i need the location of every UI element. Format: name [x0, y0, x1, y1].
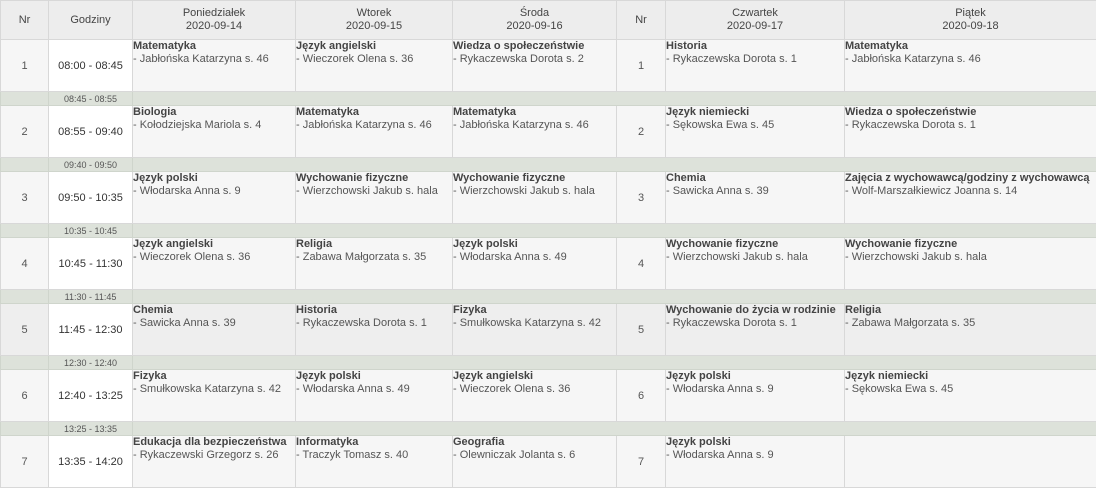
lesson-cell[interactable]	[666, 238, 845, 290]
teacher-room: - Sękowska Ewa s. 45	[666, 119, 775, 131]
header-nr-2: Nr	[617, 1, 666, 40]
lesson-cell[interactable]	[453, 370, 617, 422]
break-row	[1, 422, 1096, 436]
lesson-cell[interactable]	[453, 106, 617, 158]
lesson-cell[interactable]	[133, 106, 296, 158]
teacher-room: - Rykaczewska Dorota s. 1	[666, 317, 797, 329]
subject: Fizyka	[133, 370, 167, 382]
teacher-room: - Włodarska Anna s. 49	[296, 383, 410, 395]
subject: Zajęcia z wychowawcą/godziny z wychowawcą	[845, 172, 1090, 184]
lesson-cell[interactable]	[133, 238, 296, 290]
subject: Język angielski	[453, 370, 534, 382]
lesson-cell[interactable]	[666, 304, 845, 356]
day-date: 2020-09-16	[506, 20, 563, 32]
teacher-room: - Sawicka Anna s. 39	[666, 185, 769, 197]
lesson-number: 4	[1, 238, 49, 290]
teacher-room: - Olewniczak Jolanta s. 6	[453, 449, 576, 461]
subject: Historia	[296, 304, 337, 316]
lesson-cell[interactable]	[845, 238, 1096, 290]
lesson-cell[interactable]	[845, 304, 1096, 356]
lesson-cell[interactable]	[296, 436, 453, 488]
break-spacer	[1, 224, 49, 238]
day-date: 2020-09-15	[345, 20, 403, 32]
lesson-cell[interactable]	[666, 106, 845, 158]
lesson-number-2: 7	[617, 436, 666, 488]
lesson-cell[interactable]	[666, 436, 845, 488]
lesson-row	[1, 304, 1096, 356]
subject: Język angielski	[133, 238, 214, 250]
lesson-cell[interactable]	[453, 436, 617, 488]
teacher-room: - Włodarska Anna s. 49	[453, 251, 567, 263]
break-row	[1, 224, 1096, 238]
subject: Język polski	[666, 370, 731, 382]
teacher-room: - Sawicka Anna s. 39	[133, 317, 236, 329]
teacher-room: - Jabłońska Katarzyna s. 46	[845, 53, 981, 65]
teacher-room: - Kołodziejska Mariola s. 4	[133, 119, 262, 131]
break-band	[133, 158, 1096, 172]
day-name: Wtorek	[356, 7, 392, 19]
header-hours: Godziny	[49, 1, 133, 40]
lesson-cell[interactable]	[666, 40, 845, 92]
day-date: 2020-09-18	[942, 20, 999, 32]
teacher-room: - Rykaczewska Dorota s. 1	[845, 119, 976, 131]
lesson-cell[interactable]	[133, 40, 296, 92]
lesson-hours: 09:50 - 10:35	[49, 172, 133, 224]
break-spacer	[1, 290, 49, 304]
teacher-room: - Jabłońska Katarzyna s. 46	[453, 119, 589, 131]
lesson-number-2: 4	[617, 238, 666, 290]
lesson-cell[interactable]	[666, 370, 845, 422]
subject: Język polski	[453, 238, 518, 250]
teacher-room: - Rykaczewska Dorota s. 1	[666, 53, 797, 65]
subject: Matematyka	[133, 40, 196, 52]
teacher-room: - Jabłońska Katarzyna s. 46	[133, 53, 269, 65]
header-day-friday	[845, 1, 1096, 40]
subject: Język angielski	[296, 40, 377, 52]
header-day-wednesday	[453, 1, 617, 40]
subject: Fizyka	[453, 304, 487, 316]
subject: Matematyka	[453, 106, 516, 118]
break-row	[1, 158, 1096, 172]
subject: Matematyka	[296, 106, 359, 118]
lesson-row	[1, 238, 1096, 290]
teacher-room: - Włodarska Anna s. 9	[666, 383, 774, 395]
day-name: Czwartek	[732, 7, 778, 19]
lesson-cell[interactable]	[296, 40, 453, 92]
lesson-number: 3	[1, 172, 49, 224]
lesson-number-2: 6	[617, 370, 666, 422]
subject: Religia	[296, 238, 333, 250]
break-row	[1, 92, 1096, 106]
break-band	[133, 224, 1096, 238]
break-time: 08:45 - 08:55	[49, 92, 133, 106]
lesson-number: 2	[1, 106, 49, 158]
lesson-hours: 13:35 - 14:20	[49, 436, 133, 488]
day-date: 2020-09-17	[726, 20, 784, 32]
lesson-cell[interactable]	[453, 238, 617, 290]
lesson-cell[interactable]	[296, 172, 453, 224]
break-time: 11:30 - 11:45	[49, 290, 133, 304]
teacher-room: - Sękowska Ewa s. 45	[845, 383, 954, 395]
teacher-room: - Jabłońska Katarzyna s. 46	[296, 119, 432, 131]
break-spacer	[1, 356, 49, 370]
subject: Matematyka	[845, 40, 908, 52]
teacher-room: - Zabawa Małgorzata s. 35	[296, 251, 427, 263]
lesson-cell[interactable]	[133, 172, 296, 224]
teacher-room: - Smułkowska Katarzyna s. 42	[133, 383, 281, 395]
lesson-number: 6	[1, 370, 49, 422]
lesson-row	[1, 370, 1096, 422]
day-date: 2020-09-14	[185, 20, 243, 32]
subject: Wiedza o społeczeństwie	[453, 40, 585, 52]
subject: Wychowanie do życia w rodzinie	[666, 304, 836, 316]
break-time: 12:30 - 12:40	[49, 356, 133, 370]
break-time: 13:25 - 13:35	[49, 422, 133, 436]
lesson-cell[interactable]	[296, 304, 453, 356]
teacher-room: - Wierzchowski Jakub s. hala	[666, 251, 808, 263]
lesson-cell[interactable]	[296, 238, 453, 290]
day-name: Środa	[519, 7, 550, 19]
lesson-cell[interactable]	[453, 172, 617, 224]
subject: Edukacja dla bezpieczeństwa	[133, 436, 287, 448]
subject: Historia	[666, 40, 707, 52]
teacher-room: - Rykaczewska Dorota s. 1	[296, 317, 427, 329]
day-name: Poniedziałek	[182, 7, 246, 19]
subject: Wychowanie fizyczne	[845, 238, 958, 250]
lesson-number: 7	[1, 436, 49, 488]
teacher-room: - Włodarska Anna s. 9	[666, 449, 774, 461]
lesson-cell[interactable]	[296, 106, 453, 158]
subject: Wychowanie fizyczne	[296, 172, 409, 184]
lesson-cell[interactable]	[845, 40, 1096, 92]
break-band	[133, 422, 1096, 436]
lesson-hours: 10:45 - 11:30	[49, 238, 133, 290]
lesson-number: 5	[1, 304, 49, 356]
subject: Język niemiecki	[845, 370, 929, 382]
teacher-room: - Wieczorek Olena s. 36	[453, 383, 571, 395]
break-spacer	[1, 158, 49, 172]
teacher-room: - Traczyk Tomasz s. 40	[296, 449, 409, 461]
break-band	[133, 356, 1096, 370]
subject: Wychowanie fizyczne	[453, 172, 566, 184]
subject: Język polski	[666, 436, 731, 448]
lesson-row	[1, 106, 1096, 158]
break-spacer	[1, 422, 49, 436]
subject: Wychowanie fizyczne	[666, 238, 779, 250]
header-nr: Nr	[1, 1, 49, 40]
lesson-cell[interactable]	[845, 172, 1096, 224]
lesson-cell[interactable]	[133, 370, 296, 422]
lesson-cell[interactable]	[133, 436, 296, 488]
lesson-row	[1, 172, 1096, 224]
lesson-number-2: 5	[617, 304, 666, 356]
break-band	[133, 92, 1096, 106]
header-day-thursday	[666, 1, 845, 40]
lesson-number-2: 2	[617, 106, 666, 158]
lesson-cell[interactable]	[666, 172, 845, 224]
lesson-cell[interactable]	[845, 370, 1096, 422]
teacher-room: - Wierzchowski Jakub s. hala	[845, 251, 987, 263]
lesson-row	[1, 436, 1096, 488]
lesson-hours: 12:40 - 13:25	[49, 370, 133, 422]
lesson-cell[interactable]	[453, 304, 617, 356]
lesson-hours: 08:00 - 08:45	[49, 40, 133, 92]
lesson-hours: 11:45 - 12:30	[49, 304, 133, 356]
header-row	[1, 1, 1096, 40]
break-time: 09:40 - 09:50	[49, 158, 133, 172]
subject: Chemia	[133, 304, 173, 316]
break-row	[1, 290, 1096, 304]
teacher-room: - Wieczorek Olena s. 36	[133, 251, 251, 263]
teacher-room: - Smułkowska Katarzyna s. 42	[453, 317, 601, 329]
day-name: Piątek	[955, 7, 986, 19]
teacher-room: - Wieczorek Olena s. 36	[296, 53, 414, 65]
subject: Język polski	[296, 370, 361, 382]
lesson-number: 1	[1, 40, 49, 92]
lesson-cell[interactable]	[133, 304, 296, 356]
lesson-hours: 08:55 - 09:40	[49, 106, 133, 158]
subject: Chemia	[666, 172, 706, 184]
lesson-number-2: 3	[617, 172, 666, 224]
teacher-room: - Wierzchowski Jakub s. hala	[296, 185, 438, 197]
lesson-cell[interactable]	[296, 370, 453, 422]
lesson-cell-empty	[845, 436, 1096, 488]
subject: Informatyka	[296, 436, 359, 448]
subject: Język niemiecki	[666, 106, 750, 118]
subject: Wiedza o społeczeństwie	[845, 106, 977, 118]
subject: Biologia	[133, 106, 177, 118]
teacher-room: - Włodarska Anna s. 9	[133, 185, 241, 197]
teacher-room: - Zabawa Małgorzata s. 35	[845, 317, 976, 329]
subject: Język polski	[133, 172, 198, 184]
teacher-room: - Wierzchowski Jakub s. hala	[453, 185, 595, 197]
break-row	[1, 356, 1096, 370]
lesson-cell[interactable]	[845, 106, 1096, 158]
break-time: 10:35 - 10:45	[49, 224, 133, 238]
teacher-room: - Wolf-Marszałkiewicz Joanna s. 14	[845, 185, 1018, 197]
teacher-room: - Rykaczewski Grzegorz s. 26	[133, 449, 279, 461]
break-band	[133, 290, 1096, 304]
lesson-row	[1, 40, 1096, 92]
lesson-number-2: 1	[617, 40, 666, 92]
header-day-tuesday	[296, 1, 453, 40]
teacher-room: - Rykaczewska Dorota s. 2	[453, 53, 584, 65]
header-day-monday	[133, 1, 296, 40]
break-spacer	[1, 92, 49, 106]
subject: Geografia	[453, 436, 505, 448]
subject: Religia	[845, 304, 882, 316]
lesson-cell[interactable]	[453, 40, 617, 92]
